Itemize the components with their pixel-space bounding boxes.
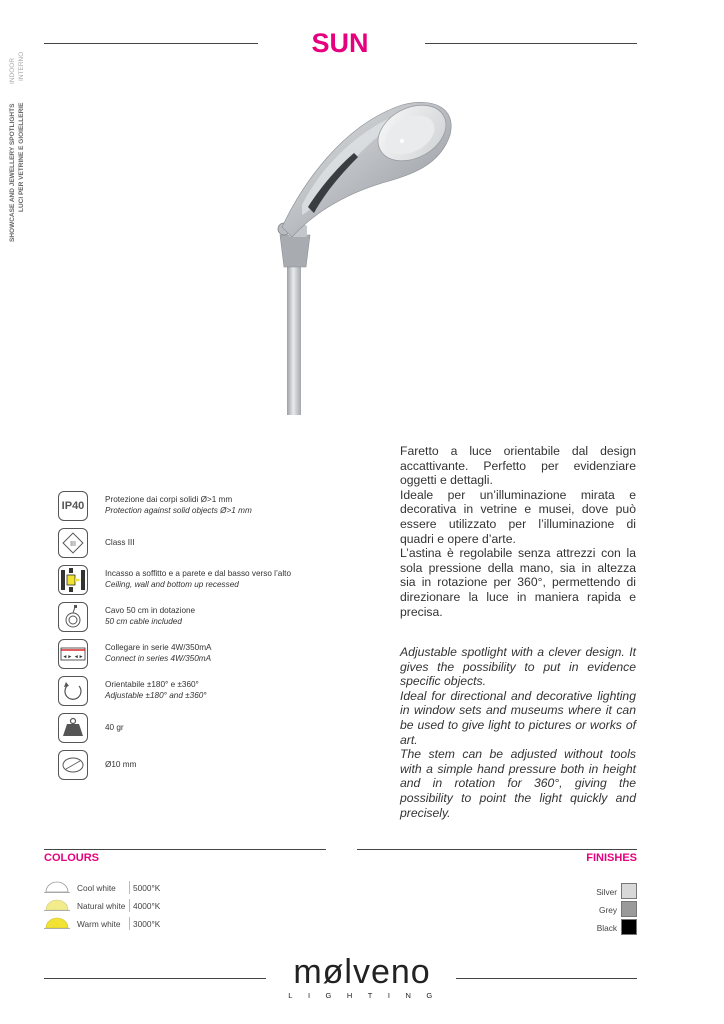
- description-en-para-2: Ideal for directional and decorative lighting in window sets and museums where it can be used to give light to pictures or works of art.: [400, 688, 636, 747]
- product-title: SUN: [311, 28, 369, 58]
- colour-name: Natural white: [77, 901, 126, 911]
- colour-name: Cool white: [77, 883, 116, 893]
- silver-swatch: [621, 883, 637, 899]
- description-it-para-3: L’astina è regolabile senza attrezzi con la sola pressione della mano, sia in altezza sia in rotazione per 360°, permettendo di direzionare la luce in maniera rapida e precisa.: [400, 546, 636, 619]
- feature-mounting-it: Incasso a soffitto e a parete e dal basso verso l’alto: [105, 569, 291, 578]
- colour-name: Warm white: [77, 919, 121, 929]
- colour-warm-white: [44, 916, 244, 932]
- finish-name: Black: [596, 923, 617, 933]
- colours-rule: [44, 849, 326, 850]
- series-connection-icon: [58, 639, 88, 669]
- finish-name: Silver: [596, 887, 617, 897]
- description-it-para-2: Ideale per un’illuminazione mirata e decorativa in vetrine e musei, dove può essere utilizzato per l’illuminazione di quadri e opere d’arte.: [400, 487, 636, 546]
- finish-black: [497, 919, 637, 935]
- colour-temp: 5000°K: [133, 883, 161, 893]
- feature-series-it: Collegare in serie 4W/350mA: [105, 643, 212, 652]
- feature-diameter: [58, 750, 358, 780]
- feature-ip-en: Protection against solid objects Ø>1 mm: [105, 505, 252, 515]
- side-indoor-en: INDOOR: [9, 57, 16, 84]
- warm-white-bulb-icon: [44, 916, 70, 930]
- finishes-rule: [357, 849, 637, 850]
- svg-text:◄► ◄►: ◄► ◄►: [62, 654, 84, 660]
- description-it-para-1: Faretto a luce orientabile dal design accattivante. Perfetto per evidenziare oggetti e dettagli.: [400, 444, 636, 488]
- feature-series-en: Connect in series 4W/350mA: [105, 653, 212, 663]
- side-label-line1: [9, 58, 17, 242]
- colour-temp: 4000°K: [133, 901, 161, 911]
- side-indoor-it: INTERNO: [18, 51, 25, 81]
- feature-rotation-en: Adjustable ±180° and ±360°: [105, 690, 207, 700]
- brand-logo: [270, 955, 454, 1000]
- feature-rotation-it: Orientabile ±180° e ±360°: [105, 680, 199, 689]
- colour-natural-white: [44, 898, 244, 914]
- feature-series: [58, 639, 358, 669]
- header-rule-right: [425, 43, 637, 44]
- cable-icon: [58, 602, 88, 632]
- rotation-icon: [58, 676, 88, 706]
- svg-text:III: III: [70, 541, 76, 548]
- feature-rotation: [58, 676, 358, 706]
- feature-weight: [58, 713, 358, 743]
- class-iii-icon: [58, 528, 88, 558]
- feature-ip-rating: [58, 491, 358, 521]
- footer-rule-left: [44, 978, 266, 979]
- feature-ip-it: Protezione dai corpi solidi Ø>1 mm: [105, 495, 233, 504]
- brand-subtitle: LIGHTING: [288, 991, 448, 1000]
- mounting-icon: [58, 565, 88, 595]
- grey-swatch: [621, 901, 637, 917]
- feature-mounting-en: Ceiling, wall and bottom up recessed: [105, 579, 239, 589]
- side-category-it: LUCI PER VETRINE E GIOIELLERIE: [18, 102, 25, 212]
- colour-temp: 3000°K: [133, 919, 161, 929]
- colours-heading: COLOURS: [44, 852, 99, 864]
- black-swatch: [621, 919, 637, 935]
- header-rule-left: [44, 43, 258, 44]
- feature-diameter-it: Ø10 mm: [105, 760, 137, 769]
- finish-grey: [497, 901, 637, 917]
- diameter-icon: [58, 750, 88, 780]
- weight-icon: [58, 713, 88, 743]
- feature-cable-en: 50 cm cable included: [105, 616, 182, 626]
- description-italian: [400, 444, 636, 619]
- natural-white-bulb-icon: [44, 898, 70, 912]
- feature-weight-it: 40 gr: [105, 723, 124, 732]
- description-en-para-3: The stem can be adjusted without tools with a simple hand pressure both in height and in rotation for 360°, giving the possibility to point the light quickly and precisely.: [400, 747, 636, 820]
- product-image: [262, 95, 462, 420]
- brand-name: mølveno: [293, 953, 431, 991]
- cool-white-bulb-icon: [44, 880, 70, 894]
- description-english: [400, 645, 636, 820]
- finish-silver: [497, 883, 637, 899]
- finishes-heading: FINISHES: [586, 852, 637, 864]
- ip40-icon: IP40: [58, 491, 88, 521]
- feature-mounting: [58, 565, 358, 595]
- feature-class: [58, 528, 358, 558]
- feature-class-it: Class III: [105, 538, 135, 547]
- colour-cool-white: [44, 880, 244, 896]
- side-category-en: SHOWCASE AND JEWELLERY SPOTLIGHTS: [9, 103, 16, 242]
- feature-cable-it: Cavo 50 cm in dotazione: [105, 606, 196, 615]
- feature-cable: [58, 602, 358, 632]
- side-label-line2: [18, 52, 26, 212]
- finish-name: Grey: [599, 905, 617, 915]
- description-en-para-1: Adjustable spotlight with a clever design. It gives the possibility to put in evidence specific objects.: [400, 645, 636, 689]
- footer-rule-right: [456, 978, 637, 979]
